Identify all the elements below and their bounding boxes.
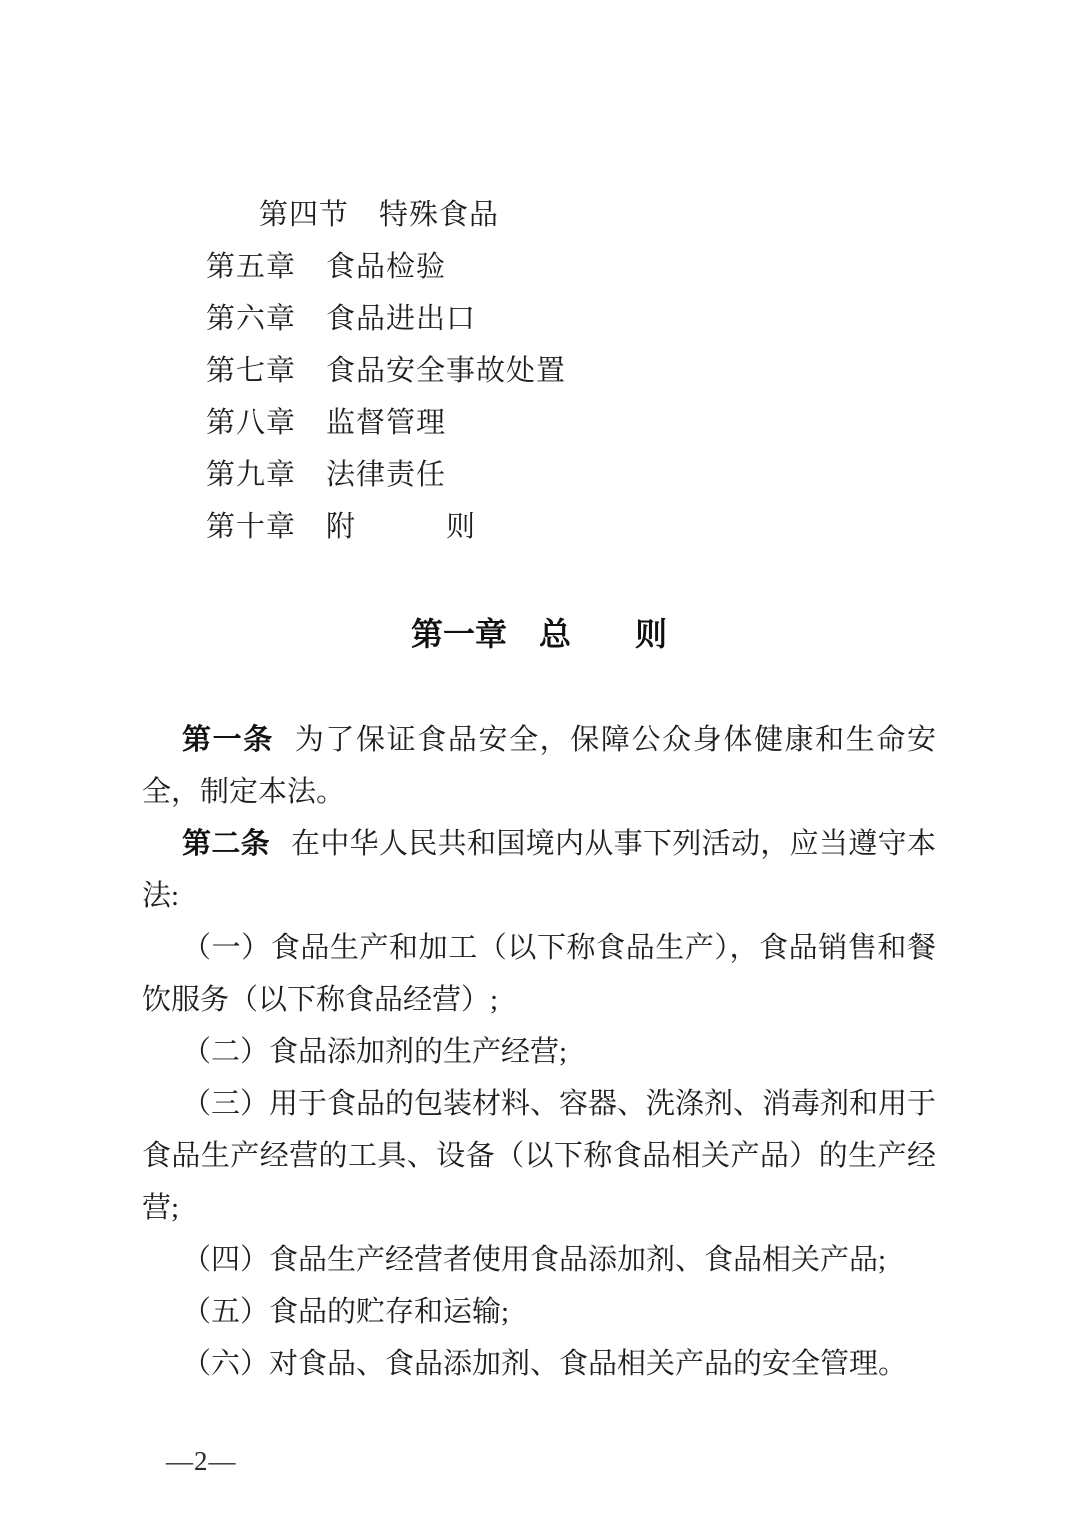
list-item-3: （三）用于食品的包装材料、容器、洗涤剂、消毒剂和用于食品生产经营的工具、设备（以下称食品相关产品）的生产经营;: [142, 1088, 937, 1224]
toc-section-line: 第四节 特殊食品: [259, 199, 500, 231]
list-item-1: （一）食品生产和加工（以下称食品生产），食品销售和餐饮服务（以下称食品经营）;: [142, 932, 936, 1016]
table-of-contents: [142, 189, 936, 553]
toc-chapter-line-10: 第十章 附 则: [206, 511, 477, 543]
article-label-2: 第二条: [182, 828, 270, 860]
chapter-heading: 第一章 总 则: [410, 616, 667, 652]
toc-chapter-line-7: 第七章 食品安全事故处置: [206, 355, 567, 387]
chapter-body: [142, 714, 936, 1390]
toc-chapter-line-8: 第八章 监督管理: [206, 407, 447, 439]
toc-chapter-line-9: 第九章 法律责任: [206, 459, 447, 491]
article-text-2: 在中华人民共和国境内从事下列活动，应当遵守本法:: [142, 828, 936, 912]
list-item-5: （五）食品的贮存和运输;: [182, 1296, 510, 1328]
article-text-1: 为了保证食品安全，保障公众身体健康和生命安全，制定本法。: [142, 724, 936, 808]
toc-chapter-line-6: 第六章 食品进出口: [206, 303, 477, 335]
page-number: —2—: [166, 1446, 237, 1476]
document-content: [142, 0, 936, 1390]
toc-chapter-line-5: 第五章 食品检验: [206, 251, 447, 283]
list-item-4: （四）食品生产经营者使用食品添加剂、食品相关产品;: [182, 1244, 887, 1276]
article-label-1: 第一条: [182, 724, 274, 756]
article-paragraph-2: [142, 818, 936, 922]
article-paragraph-1: [142, 714, 936, 818]
list-item-2: （二）食品添加剂的生产经营;: [182, 1036, 568, 1068]
list-item-6: （六）对食品、食品添加剂、食品相关产品的安全管理。: [182, 1348, 908, 1380]
